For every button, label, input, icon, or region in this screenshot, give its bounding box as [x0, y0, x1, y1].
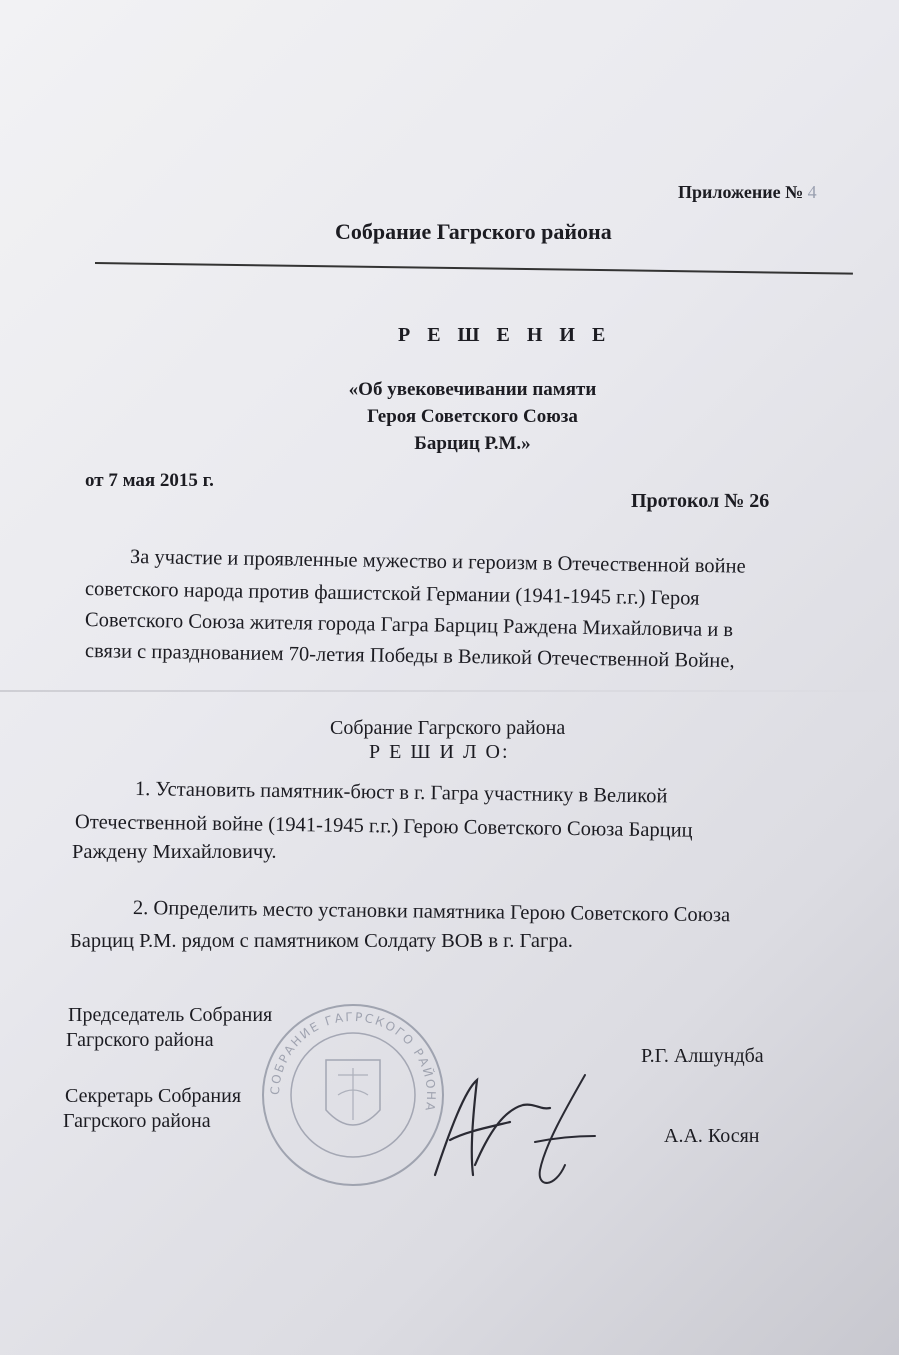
organization-title: Собрание Гагрского района [335, 219, 612, 244]
header-divider [95, 262, 853, 275]
chair-title-line: Председатель Собрания [68, 1004, 273, 1026]
chair-name: Р.Г. Алшундба [641, 1045, 764, 1067]
item-2-line: 2. Определить место установки памятника Герою Советского Союза [132, 897, 731, 927]
appendix-number: 4 [807, 182, 817, 202]
secretary-title-line: Гагрского района [63, 1110, 211, 1132]
subject-line: Барциц Р.М.» [414, 433, 531, 454]
subject-line: «Об увековечивании памяти [348, 379, 597, 400]
appendix-label-text: Приложение № [678, 182, 804, 202]
handwritten-signature-icon [415, 1070, 605, 1195]
secretary-title-line: Секретарь Собрания [65, 1085, 242, 1107]
item-1-line: Отечественной войне (1941-1945 г.г.) Герою Советского Союза Барциц [74, 811, 693, 842]
decision-title: Р Е Ш Е Н И Е [398, 324, 612, 346]
resolved-verb: Р Е Ш И Л О: [369, 741, 510, 763]
protocol-number: Протокол № 26 [631, 490, 770, 512]
preamble-line: советского народа против фашистской Германии (1941-1945 г.г.) Героя [84, 578, 700, 610]
appendix-label [678, 182, 817, 203]
item-2-line: Барциц Р.М. рядом с памятником Солдату ВОВ в г. Гагра. [70, 930, 573, 952]
svg-text:СОБРАНИЕ ГАГРСКОГО РАЙОНА: СОБРАНИЕ ГАГРСКОГО РАЙОНА [267, 1009, 439, 1114]
paper-fold [0, 690, 899, 692]
preamble-line: За участие и проявленные мужество и героизм в Отечественной войне [129, 546, 746, 578]
preamble-line: Советского Союза жителя города Гагра Барциц Раждена Михайловича и в [84, 609, 734, 642]
decision-date: от 7 мая 2015 г. [85, 470, 214, 491]
item-1-line: 1. Установить памятник-бюст в г. Гагра участнику в Великой [134, 778, 668, 808]
decision-subject [300, 376, 645, 457]
preamble-line: связи с празднованием 70-летия Победы в Великой Отечественной Войне, [84, 640, 735, 673]
subject-line: Героя Советского Союза [367, 406, 578, 427]
resolved-body: Собрание Гагрского района [330, 717, 566, 739]
chair-title-line: Гагрского района [66, 1029, 214, 1051]
secretary-name: А.А. Косян [664, 1125, 760, 1147]
item-1-line: Раждену Михайловичу. [72, 841, 277, 863]
